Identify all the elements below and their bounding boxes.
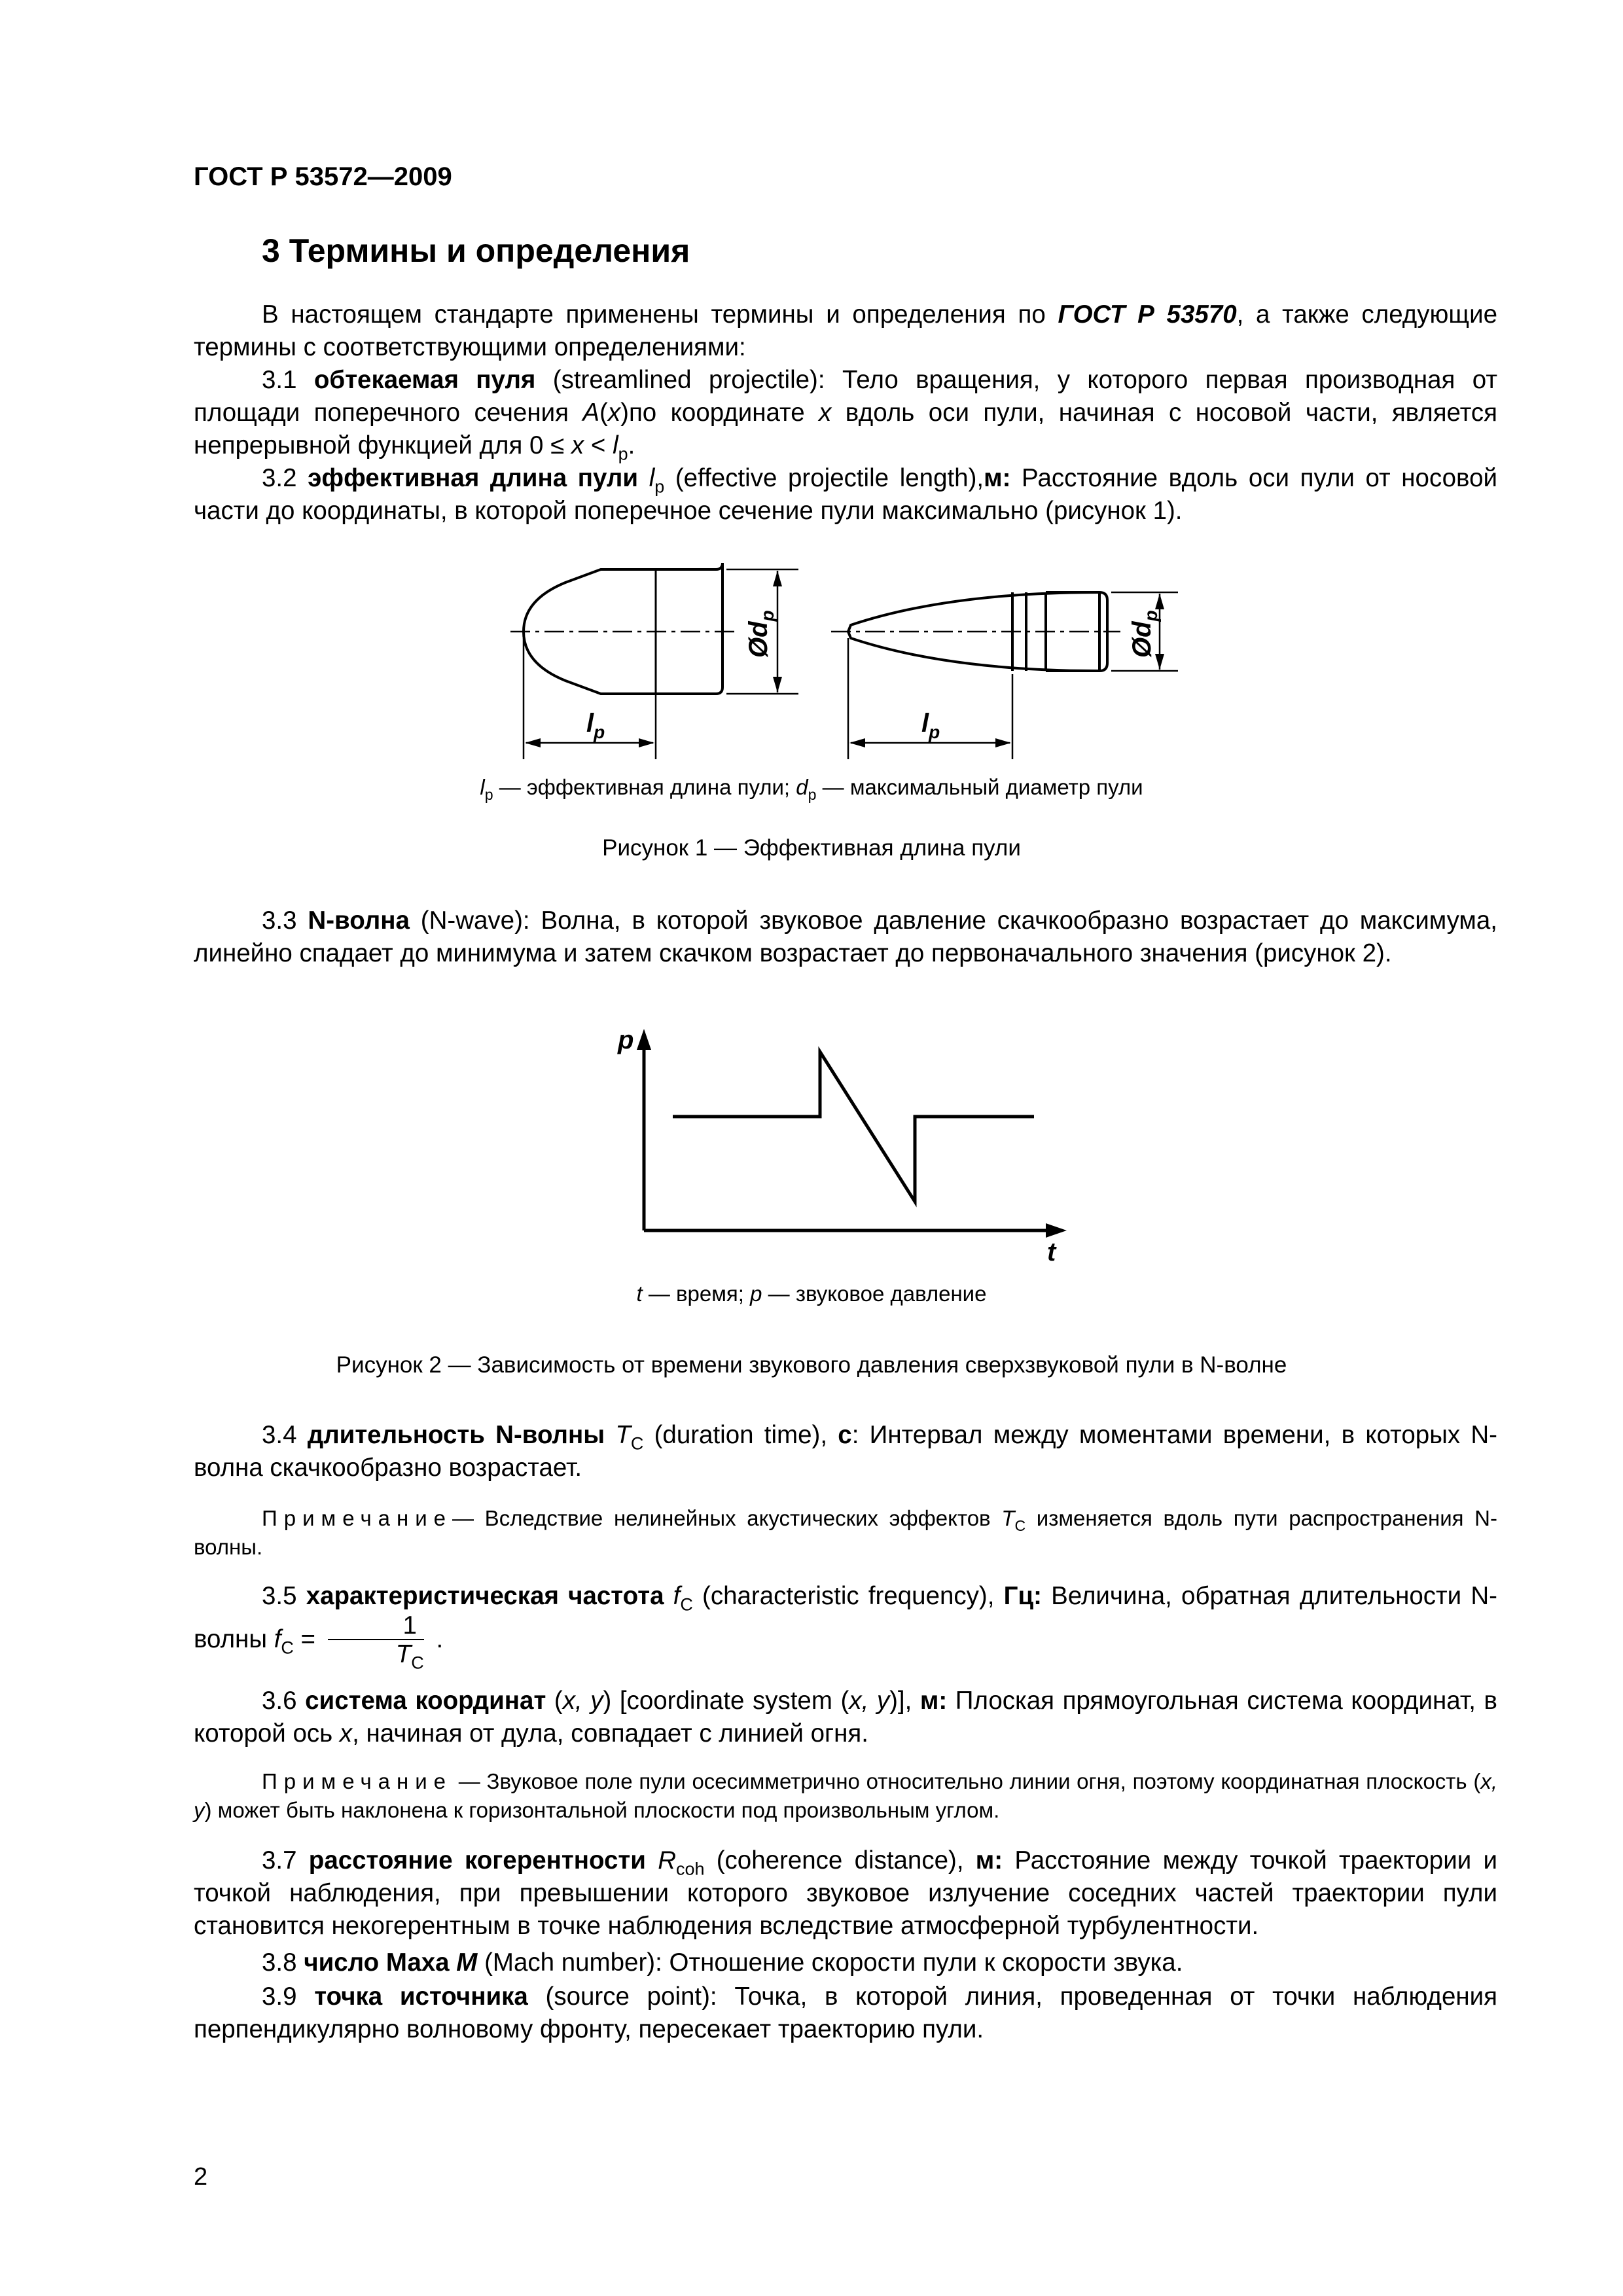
term-3-7: 3.7 расстояние когерентности $R_{coh}$ (coherence distance), м: Расстояние между точкой траектории и точкой наблюдения, при превышении которого звуковое излучение соседних частей траектории пули становится некогерентным в точке наблюдения вследствие атмосферной турбулентности. [194, 1846, 1498, 1940]
note-2: Примечание — Звуковое поле пули осесимметрично относительно линии огня, поэтому координатная плоскость (x, y) может быть наклонена к горизонтальной плоскости под произвольным углом. [194, 1769, 1497, 1822]
term-3-2: 3.2 эффективная длина пули $l_p$ (effective projectile length),м: Расстояние вдоль оси пули от носовой части до координаты, в которой поперечное сечение пули максимально (рисунок 1). [194, 464, 1497, 525]
term-3-8: 3.8 число Маха M (Mach number): Отношение скорости пули к скорости звука. [262, 1948, 1183, 1977]
left-dp-label: $Ød_p$ [744, 610, 777, 658]
standard-reference: ГОСТ Р 53570 [1058, 300, 1237, 329]
term-3-6: 3.6 система координат (x, y) [coordinate system (x, y)], м: Плоская прямоугольная система координат, в которой ось x, начиная от дула, совпадает с линией огня. [194, 1687, 1497, 1748]
fraction: $\frac{1}{T_C}$ [328, 1613, 424, 1669]
term-3-1: 3.1 обтекаемая пуля (streamlined projectile): Тело вращения, у которого первая производная от площади поперечного сечения A(x)по координате x вдоль оси пули, начиная с носовой части, является непрерывной функцией для $0 \le x < l_p$. [194, 366, 1497, 464]
figure-2-caption: Рисунок 2 — Зависимость от времени звукового давления сверхзвуковой пули в N-волне [336, 1352, 1287, 1378]
document-header: ГОСТ Р 53572—2009 [194, 162, 452, 191]
figure-2-legend: t — время; p — звуковое давление [636, 1282, 987, 1306]
term-3-4: 3.4 длительность N-волны $T_C$ (duration time), с: Интервал между моментами времени, в которых N-волна скачкообразно возрастает. [194, 1421, 1497, 1482]
term-name: эффективная длина пули [308, 464, 649, 492]
figure-1-legend: $l_р$ — эффективная длина пули; $d_р$ — максимальный диаметр пули [480, 775, 1143, 804]
term-3-9: 3.9 точка источника (source point): Точка, в которой линия, проведенная от точки наблюдения перпендикулярно волновому фронту, пересекает траекторию пули. [194, 1982, 1497, 2043]
term-3-5: 3.5 характеристическая частота $f_C$ (characteristic frequency), Гц: Величина, обратная длительности N-волны $f_C$ = $\frac{1}{T_C}$ . [194, 1582, 1498, 1673]
term-name: расстояние когерентности [308, 1846, 658, 1874]
right-dp-label: $Ød_p$ [1128, 610, 1161, 658]
term-name: N-волна [308, 906, 410, 935]
intro-paragraph: В настоящем стандарте применены термины и определения по ГОСТ Р 53570, а также следующие термины с соответствующими определениями: [194, 300, 1497, 361]
nwave-signal [673, 1052, 1034, 1202]
page-number: 2 [194, 2163, 208, 2191]
note-1: Примечание— Вследствие нелинейных акустических эффектов $T_C$ изменяется вдоль пути распространения N-волны. [194, 1506, 1497, 1559]
right-lp-label: $l_p$ [921, 709, 940, 742]
term-3-3: 3.3 N-волна (N-wave): Волна, в которой звуковое давление скачкообразно возрастает до максимума, линейно спадает до минимума и затем скачком возрастает до первоначального значения (рисунок 2). [194, 906, 1498, 967]
term-name: точка источника [314, 1982, 528, 2011]
term-name: обтекаемая пуля [313, 366, 536, 394]
x-axis-label: t [1047, 1238, 1056, 1266]
term-name: система координат [305, 1687, 546, 1715]
term-name: характеристическая частота [306, 1582, 673, 1610]
term-name: длительность N-волны [307, 1421, 616, 1449]
left-lp-label: $l_p$ [586, 709, 605, 742]
figure-1-caption: Рисунок 1 — Эффективная длина пули [602, 835, 1021, 861]
y-axis-label: p [618, 1026, 634, 1054]
section-title: 3 Термины и определения [262, 232, 690, 269]
term-name: число Маха [304, 1948, 457, 1977]
